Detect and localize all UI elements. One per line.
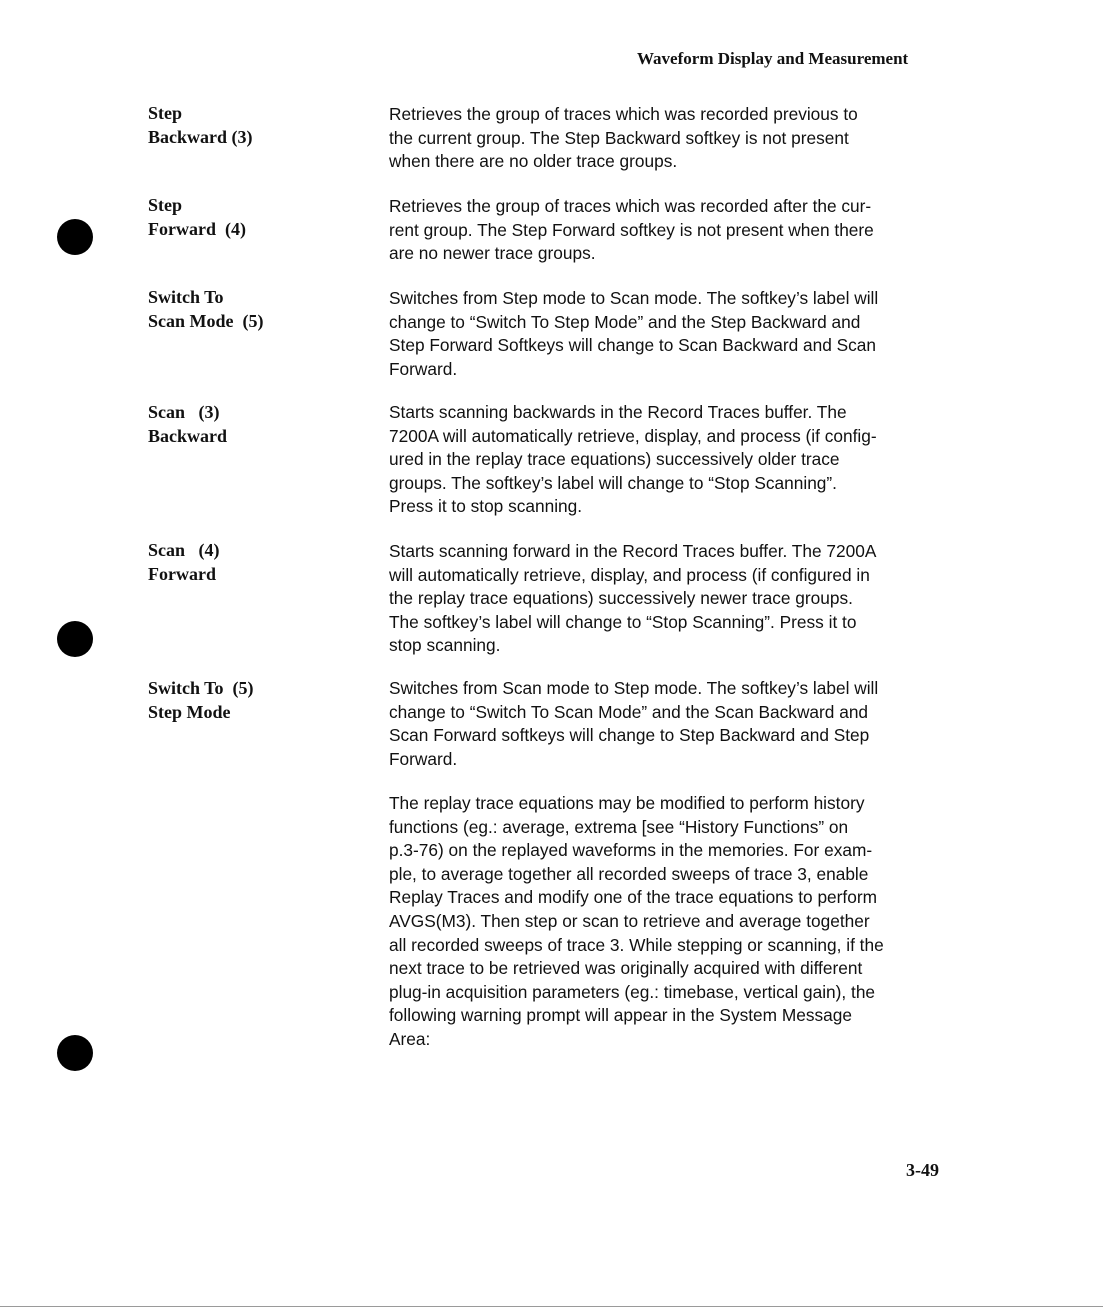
softkey-label-switch-to-step-mode: Switch To (5) Step Mode <box>148 678 254 722</box>
softkey-label-step-forward: Step Forward (4) <box>148 195 246 239</box>
softkey-label-scan-backward: Scan (3) Backward <box>148 402 228 446</box>
description-switch-to-scan-mode: Switches from Step mode to Scan mode. The softkey’s label will change to “Switch To Step Mode” and the Step Backward and Step Forward Softkeys will change to Scan Backward and Scan Forward. <box>389 288 879 379</box>
description-step-backward: Retrieves the group of traces which was recorded previous to the current group. The Step Backward softkey is not present when there are no older trace groups. <box>389 104 858 172</box>
softkey-label-switch-to-scan-mode: Switch To Scan Mode (5) <box>148 287 264 331</box>
softkey-label-scan-forward: Scan (4) Forward <box>148 540 220 584</box>
page-header: Waveform Display and Measurement <box>637 49 909 68</box>
softkey-label-step-backward: Step Backward (3) <box>148 103 253 147</box>
history-functions-paragraph: The replay trace equations may be modified to perform history functions (eg.: average, extrema [see “History Functions” on p.3-76) on the replayed waveforms in the memories. For exam- ple, to average together all recorded sweeps of trace 3, enable Replay Traces and modify one of the trace equations to perform AVGS(M3). Then step or scan to retrieve and average together all recorded sweeps of trace 3. While stepping or scanning, if the next trace to be retrieved was originally acquired with different plug-in acquisition parameters (eg.: timebase, vertical gain), the following warning prompt will appear in the System Message Area: <box>389 793 884 1049</box>
description-switch-to-step-mode: Switches from Scan mode to Step mode. The softkey’s label will change to “Switch To Scan Mode” and the Scan Backward and Scan Forward softkeys will change to Step Backward and Step Forward. <box>389 678 879 769</box>
description-scan-backward: Starts scanning backwards in the Record Traces buffer. The 7200A will automatically retrieve, display, and process (if config- ured in the replay trace equations) successively older trace groups. The softkey’s label will change to “Stop Scanning”. Press it to stop scanning. <box>389 402 877 517</box>
page-number: 3-49 <box>906 1160 939 1180</box>
description-scan-forward: Starts scanning forward in the Record Traces buffer. The 7200A will automatically retrieve, display, and process (if configured in the replay trace equations) successively newer trace groups. The softkey’s label will change to “Stop Scanning”. Press it to stop scanning. <box>389 541 877 656</box>
binder-hole-top <box>57 219 93 255</box>
description-step-forward: Retrieves the group of traces which was recorded after the cur- rent group. The Step Forward softkey is not present when there are no newer trace groups. <box>389 196 874 264</box>
binder-hole-bottom <box>57 1035 93 1071</box>
page-bottom-edge <box>0 1306 1103 1307</box>
binder-hole-middle <box>57 621 93 657</box>
